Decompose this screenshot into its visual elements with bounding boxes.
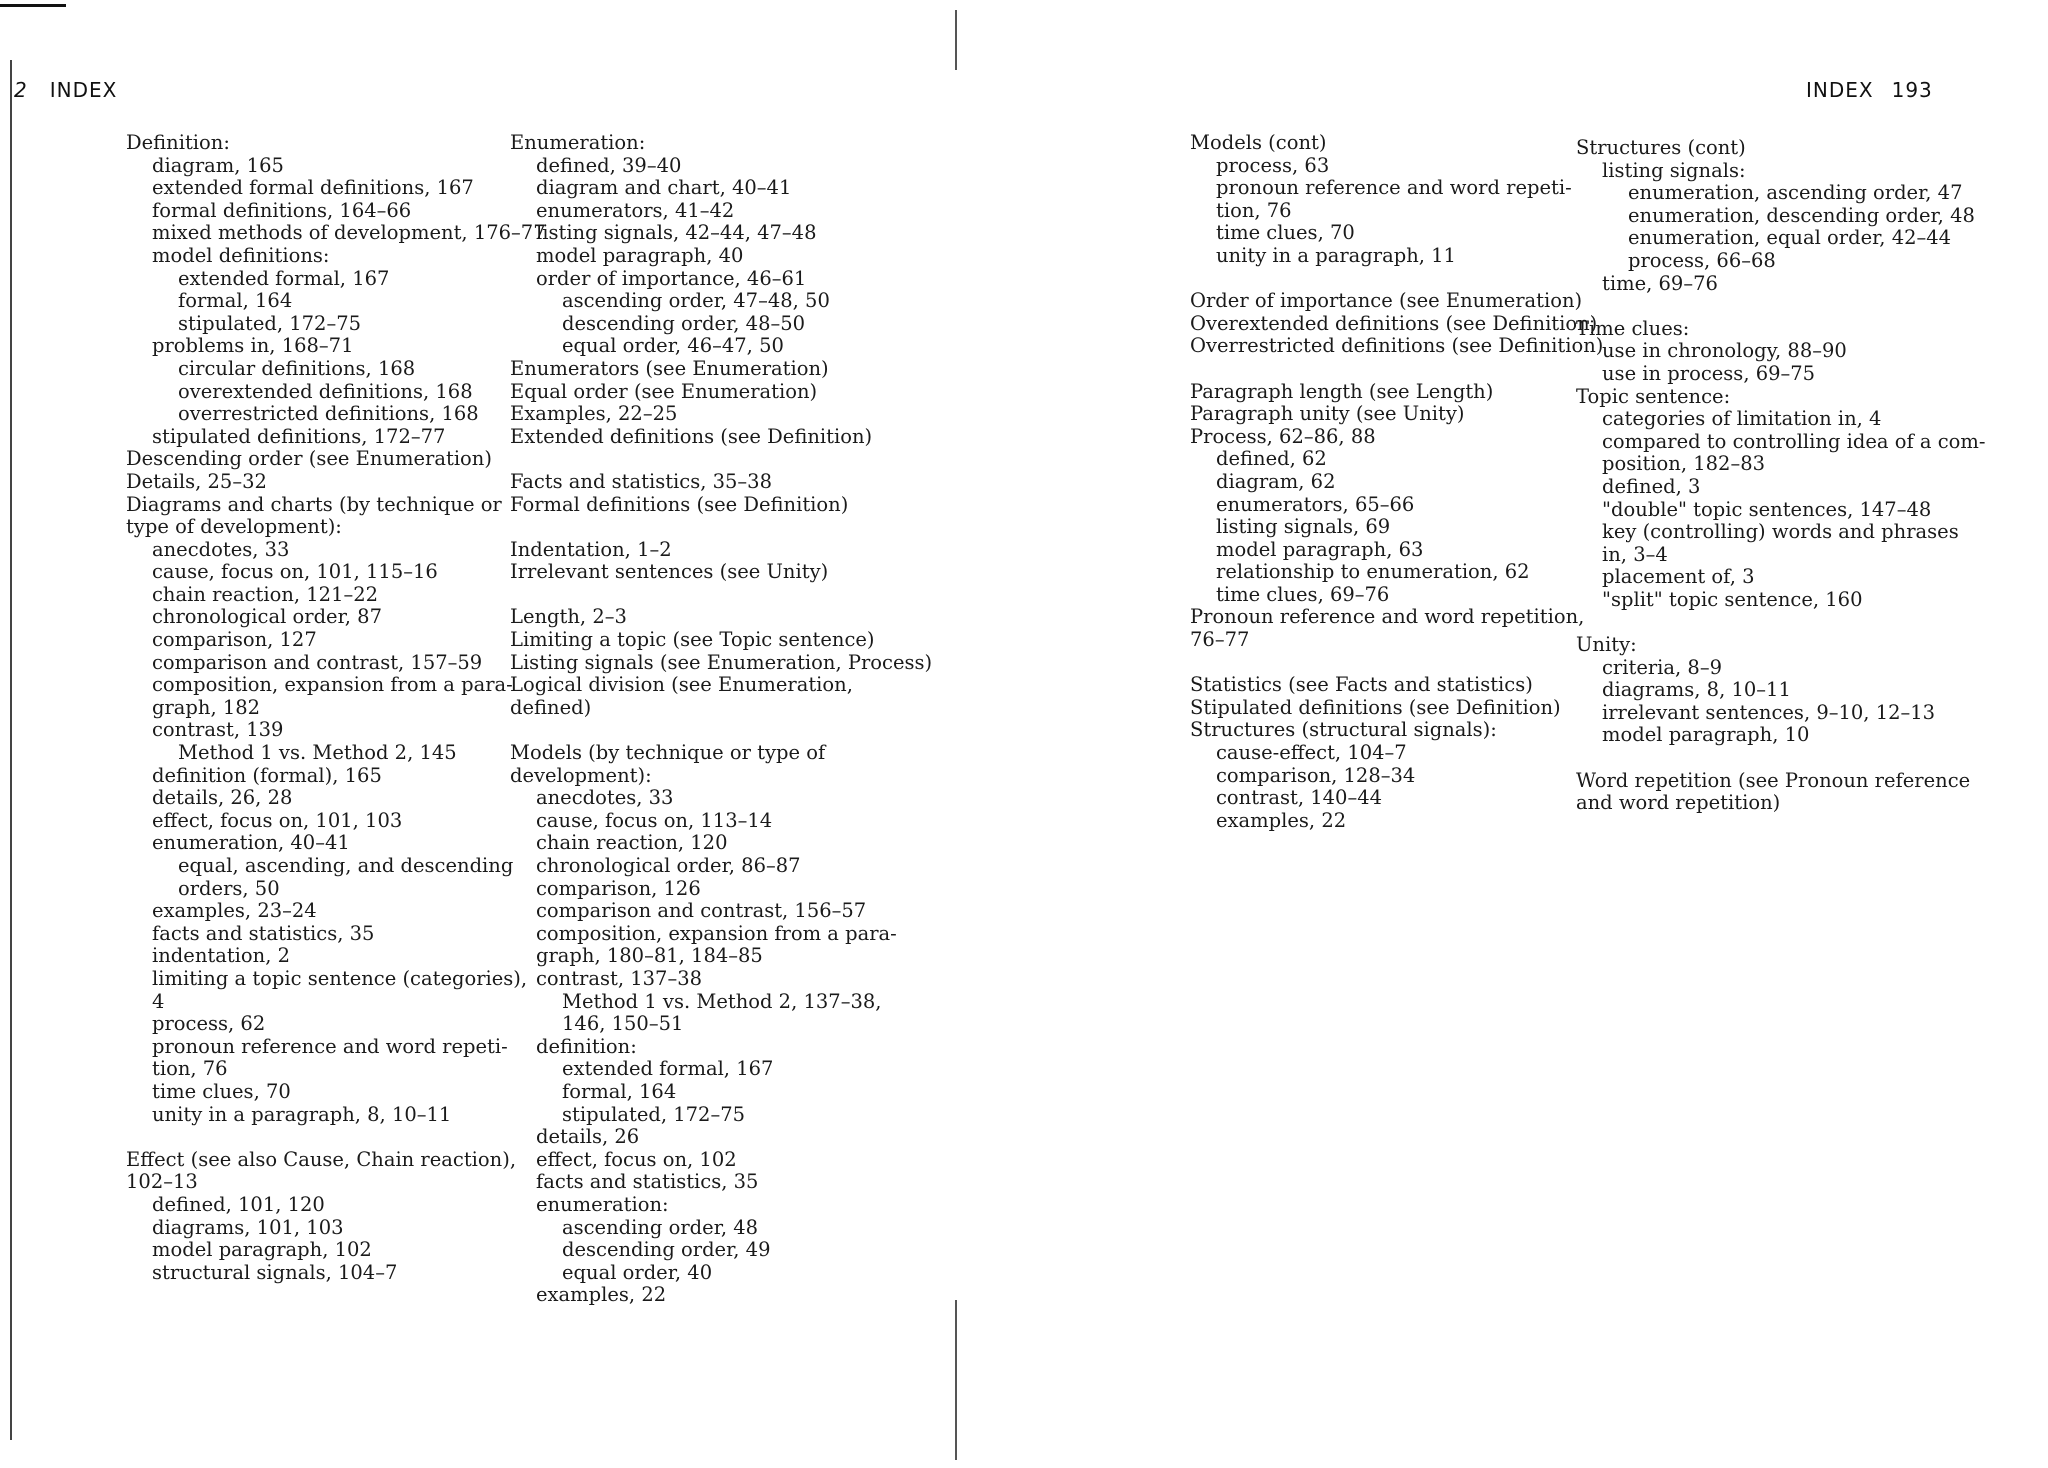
index-entry: model paragraph, 102 bbox=[152, 1238, 372, 1262]
entry-spacer bbox=[1576, 611, 1985, 634]
index-entry: effect, focus on, 101, 103 bbox=[152, 808, 403, 832]
index-entry: Examples, 22–25 bbox=[510, 402, 678, 426]
index-entry: diagram, 62 bbox=[1216, 469, 1336, 493]
index-entry: details, 26, 28 bbox=[152, 786, 293, 810]
index-entry: categories of limitation in, 4 bbox=[1602, 407, 1882, 431]
index-entry: unity in a paragraph, 11 bbox=[1216, 243, 1456, 267]
index-entry: Overextended definitions (see Definition) bbox=[1190, 311, 1598, 335]
index-entry: defined, 101, 120 bbox=[152, 1192, 325, 1216]
index-entry: circular definitions, 168 bbox=[178, 356, 416, 380]
index-entry: Effect (see also Cause, Chain reaction), bbox=[126, 1147, 517, 1171]
index-entry: composition, expansion from a para- bbox=[152, 673, 513, 697]
right-page-header bbox=[1806, 78, 1933, 102]
index-entry: development): bbox=[510, 763, 652, 787]
index-entry: chronological order, 87 bbox=[152, 605, 382, 629]
index-entry: definition (formal), 165 bbox=[152, 763, 382, 787]
index-entry: ascending order, 48 bbox=[562, 1215, 759, 1239]
index-entry: descending order, 48–50 bbox=[562, 311, 806, 335]
index-entry: cause, focus on, 101, 115–16 bbox=[152, 560, 438, 584]
right-page-column-1 bbox=[1190, 132, 1603, 832]
index-entry: Facts and statistics, 35–38 bbox=[510, 469, 772, 493]
index-entry: use in process, 69–75 bbox=[1602, 361, 1816, 385]
index-entry: enumeration, descending order, 48 bbox=[1628, 203, 1975, 227]
entry-spacer bbox=[1190, 652, 1603, 675]
left-page-column-1 bbox=[126, 132, 546, 1284]
index-entry: diagram and chart, 40–41 bbox=[536, 176, 792, 200]
index-entry: enumeration, 40–41 bbox=[152, 831, 350, 855]
index-entry: chain reaction, 120 bbox=[536, 831, 728, 855]
index-entry: graph, 180–81, 184–85 bbox=[536, 944, 763, 968]
index-entry: listing signals: bbox=[1602, 158, 1746, 182]
index-entry: diagrams, 101, 103 bbox=[152, 1215, 344, 1239]
index-entry: Pronoun reference and word repetition, bbox=[1190, 605, 1585, 629]
index-entry: position, 182–83 bbox=[1602, 452, 1766, 476]
index-entry: pronoun reference and word repeti- bbox=[152, 1034, 508, 1058]
index-entry: Paragraph unity (see Unity) bbox=[1190, 402, 1465, 426]
index-entry: stipulated, 172–75 bbox=[178, 311, 362, 335]
index-entry: Time clues: bbox=[1576, 316, 1690, 340]
index-entry: model paragraph, 63 bbox=[1216, 537, 1424, 561]
right-page-number: 193 bbox=[1891, 78, 1933, 102]
index-entry: time clues, 69–76 bbox=[1216, 582, 1390, 606]
index-entry: order of importance, 46–61 bbox=[536, 266, 807, 290]
index-entry: ascending order, 47–48, 50 bbox=[562, 289, 830, 313]
index-entry: stipulated, 172–75 bbox=[562, 1102, 746, 1126]
index-entry: examples, 23–24 bbox=[152, 899, 317, 923]
index-entry: process, 66–68 bbox=[1628, 248, 1776, 272]
index-entry: Formal definitions (see Definition) bbox=[510, 492, 849, 516]
right-header-title: INDEX bbox=[1806, 78, 1874, 102]
index-entry: limiting a topic sentence (categories), bbox=[152, 966, 528, 990]
index-entry: criteria, 8–9 bbox=[1602, 655, 1722, 679]
index-entry: Indentation, 1–2 bbox=[510, 537, 672, 561]
index-entry: formal, 164 bbox=[178, 289, 293, 313]
entry-spacer bbox=[510, 516, 932, 539]
index-entry: comparison, 127 bbox=[152, 628, 317, 652]
left-page-column-2 bbox=[510, 132, 932, 1307]
entry-spacer bbox=[126, 1126, 546, 1149]
gutter-line-bottom bbox=[955, 1300, 957, 1460]
index-entry: extended formal definitions, 167 bbox=[152, 176, 474, 200]
index-entry: Word repetition (see Pronoun reference bbox=[1576, 768, 1971, 792]
index-entry: facts and statistics, 35 bbox=[152, 921, 375, 945]
index-entry: listing signals, 69 bbox=[1216, 515, 1391, 539]
index-entry: effect, focus on, 102 bbox=[536, 1147, 737, 1171]
index-entry: Descending order (see Enumeration) bbox=[126, 447, 492, 471]
index-entry: Listing signals (see Enumeration, Process) bbox=[510, 650, 933, 674]
index-entry: model definitions: bbox=[152, 243, 330, 267]
index-entry: examples, 22 bbox=[1216, 808, 1347, 832]
index-entry: Enumerators (see Enumeration) bbox=[510, 356, 829, 380]
index-entry: comparison and contrast, 157–59 bbox=[152, 650, 483, 674]
index-entry: anecdotes, 33 bbox=[536, 786, 674, 810]
index-entry: comparison, 128–34 bbox=[1216, 763, 1416, 787]
index-entry: Unity: bbox=[1576, 633, 1637, 657]
index-entry: mixed methods of development, 176–77 bbox=[152, 221, 546, 245]
index-entry: "double" topic sentences, 147–48 bbox=[1602, 497, 1932, 521]
index-entry: chain reaction, 121–22 bbox=[152, 582, 379, 606]
entry-spacer bbox=[1190, 358, 1603, 381]
entry-spacer bbox=[510, 584, 932, 607]
index-entry: "split" topic sentence, 160 bbox=[1602, 587, 1863, 611]
index-entry: Enumeration: bbox=[510, 131, 646, 154]
index-entry: 102–13 bbox=[126, 1170, 198, 1194]
left-page-header bbox=[14, 78, 117, 102]
index-entry: equal order, 40 bbox=[562, 1260, 713, 1284]
index-entry: Structures (structural signals): bbox=[1190, 718, 1497, 742]
index-entry: defined, 39–40 bbox=[536, 153, 682, 177]
index-entry: Diagrams and charts (by technique or bbox=[126, 492, 502, 516]
index-entry: extended formal, 167 bbox=[178, 266, 390, 290]
index-entry: equal, ascending, and descending bbox=[178, 854, 514, 877]
index-entry: Length, 2–3 bbox=[510, 605, 627, 629]
index-entry: Method 1 vs. Method 2, 145 bbox=[178, 741, 457, 765]
index-entry: orders, 50 bbox=[178, 876, 280, 900]
index-entry: contrast, 140–44 bbox=[1216, 786, 1383, 810]
index-entry: model paragraph, 10 bbox=[1602, 723, 1810, 747]
index-entry: Process, 62–86, 88 bbox=[1190, 424, 1376, 448]
left-page-number: 2 bbox=[14, 78, 28, 102]
index-entry: formal definitions, 164–66 bbox=[152, 198, 412, 222]
index-entry: diagram, 165 bbox=[152, 153, 284, 177]
index-entry: Logical division (see Enumeration, bbox=[510, 673, 853, 697]
index-entry: definition: bbox=[536, 1034, 637, 1058]
index-entry: 146, 150–51 bbox=[562, 1012, 684, 1036]
index-entry: indentation, 2 bbox=[152, 944, 291, 968]
index-entry: Statistics (see Facts and statistics) bbox=[1190, 673, 1533, 697]
index-entry: descending order, 49 bbox=[562, 1238, 771, 1262]
index-entry: 4 bbox=[152, 989, 165, 1013]
index-entry: extended formal, 167 bbox=[562, 1057, 774, 1081]
entry-spacer bbox=[1190, 268, 1603, 291]
index-entry: placement of, 3 bbox=[1602, 565, 1755, 589]
index-entry: Limiting a topic (see Topic sentence) bbox=[510, 628, 875, 652]
index-entry: in, 3–4 bbox=[1602, 542, 1668, 566]
index-entry: examples, 22 bbox=[536, 1283, 667, 1307]
index-entry: enumeration: bbox=[536, 1192, 669, 1216]
index-entry: Paragraph length (see Length) bbox=[1190, 379, 1494, 403]
index-entry: chronological order, 86–87 bbox=[536, 854, 801, 877]
index-entry: Order of importance (see Enumeration) bbox=[1190, 289, 1583, 313]
index-entry: Structures (cont) bbox=[1576, 136, 1746, 159]
page-edge-mark bbox=[0, 4, 66, 7]
index-entry: defined, 62 bbox=[1216, 447, 1327, 471]
index-entry: enumerators, 65–66 bbox=[1216, 492, 1415, 516]
index-entry: contrast, 137–38 bbox=[536, 966, 703, 990]
index-entry: Irrelevant sentences (see Unity) bbox=[510, 560, 829, 584]
index-entry: defined) bbox=[510, 695, 592, 719]
index-entry: relationship to enumeration, 62 bbox=[1216, 560, 1530, 584]
entry-spacer bbox=[1576, 747, 1985, 770]
left-header-title: INDEX bbox=[49, 78, 118, 102]
index-entry: Stipulated definitions (see Definition) bbox=[1190, 695, 1561, 719]
index-entry: irrelevant sentences, 9–10, 12–13 bbox=[1602, 700, 1936, 724]
index-entry: pronoun reference and word repeti- bbox=[1216, 176, 1572, 200]
entry-spacer bbox=[1576, 295, 1985, 318]
index-entry: Extended definitions (see Definition) bbox=[510, 424, 873, 448]
index-entry: time, 69–76 bbox=[1602, 271, 1718, 295]
index-entry: process, 62 bbox=[152, 1012, 266, 1036]
gutter-line bbox=[955, 10, 957, 70]
index-entry: defined, 3 bbox=[1602, 474, 1701, 498]
index-entry: process, 63 bbox=[1216, 153, 1330, 177]
index-entry: unity in a paragraph, 8, 10–11 bbox=[152, 1102, 452, 1126]
index-entry: Topic sentence: bbox=[1576, 384, 1731, 408]
index-entry: cause-effect, 104–7 bbox=[1216, 741, 1407, 765]
index-entry: overextended definitions, 168 bbox=[178, 379, 473, 403]
index-entry: Equal order (see Enumeration) bbox=[510, 379, 818, 403]
index-entry: enumeration, equal order, 42–44 bbox=[1628, 226, 1952, 250]
index-entry: overrestricted definitions, 168 bbox=[178, 402, 479, 426]
index-entry: anecdotes, 33 bbox=[152, 537, 290, 561]
index-entry: details, 26 bbox=[536, 1125, 640, 1149]
index-entry: composition, expansion from a para- bbox=[536, 921, 897, 945]
index-entry: listing signals, 42–44, 47–48 bbox=[536, 221, 817, 245]
index-entry: Models (by technique or type of bbox=[510, 741, 826, 765]
index-entry: contrast, 139 bbox=[152, 718, 284, 742]
index-entry: tion, 76 bbox=[1216, 198, 1292, 222]
index-entry: facts and statistics, 35 bbox=[536, 1170, 759, 1194]
index-entry: diagrams, 8, 10–11 bbox=[1602, 678, 1791, 702]
index-entry: equal order, 46–47, 50 bbox=[562, 334, 784, 358]
index-entry: Details, 25–32 bbox=[126, 469, 267, 493]
index-entry: enumeration, ascending order, 47 bbox=[1628, 181, 1963, 205]
index-entry: time clues, 70 bbox=[1216, 221, 1355, 245]
index-entry: Method 1 vs. Method 2, 137–38, bbox=[562, 989, 882, 1013]
index-entry: structural signals, 104–7 bbox=[152, 1260, 398, 1284]
entry-spacer bbox=[510, 448, 932, 471]
index-entry: compared to controlling idea of a com- bbox=[1602, 429, 1986, 453]
index-entry: key (controlling) words and phrases bbox=[1602, 520, 1959, 544]
index-entry: stipulated definitions, 172–77 bbox=[152, 424, 446, 448]
index-entry: Definition: bbox=[126, 131, 230, 154]
index-entry: time clues, 70 bbox=[152, 1079, 291, 1103]
index-entry: tion, 76 bbox=[152, 1057, 228, 1081]
entry-spacer bbox=[510, 719, 932, 742]
index-entry: use in chronology, 88–90 bbox=[1602, 339, 1847, 363]
index-entry: 76–77 bbox=[1190, 628, 1250, 652]
index-entry: Models (cont) bbox=[1190, 131, 1327, 154]
index-entry: type of development): bbox=[126, 515, 342, 539]
index-entry: comparison and contrast, 156–57 bbox=[536, 899, 867, 923]
index-entry: problems in, 168–71 bbox=[152, 334, 354, 358]
index-entry: cause, focus on, 113–14 bbox=[536, 808, 773, 832]
right-page-column-2 bbox=[1576, 137, 1985, 815]
index-entry: graph, 182 bbox=[152, 695, 261, 719]
index-entry: Overrestricted definitions (see Definition) bbox=[1190, 334, 1604, 358]
index-entry: and word repetition) bbox=[1576, 791, 1781, 815]
index-entry: enumerators, 41–42 bbox=[536, 198, 735, 222]
index-entry: comparison, 126 bbox=[536, 876, 701, 900]
index-entry: formal, 164 bbox=[562, 1079, 677, 1103]
index-entry: model paragraph, 40 bbox=[536, 243, 744, 267]
page-edge-line bbox=[10, 60, 12, 1440]
